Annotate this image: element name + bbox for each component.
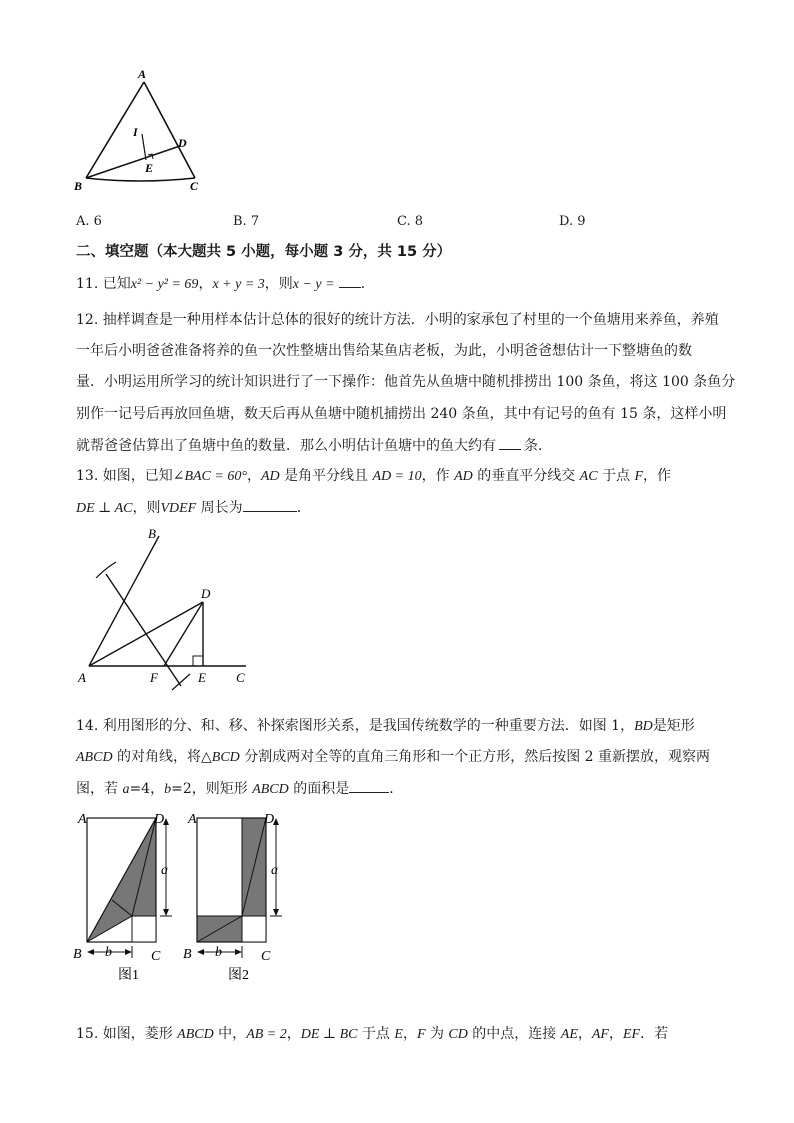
question-11: [76, 273, 365, 295]
option-a[interactable]: A. 6: [76, 214, 102, 229]
q14-line-3: [76, 778, 403, 800]
q13-figure: [70, 522, 260, 698]
q12-line-3: 量．小明运用所学习的统计知识进行了一下操作：他首先从鱼塘中随机排捞出 100 条鱼，将这 100 条鱼分: [76, 374, 736, 390]
q13-p7: ，作: [421, 468, 455, 484]
q15-p13: 的中点，连接: [467, 1026, 561, 1042]
label-D: D: [264, 812, 275, 827]
q11-sep: ，: [198, 276, 213, 292]
q14-b: b: [164, 782, 172, 797]
q13-ad-eq: AD = 10: [372, 469, 422, 484]
q15-line-1: [76, 1024, 668, 1045]
label-D: D: [201, 586, 211, 601]
label-F: F: [150, 670, 158, 685]
q15-cd: CD: [448, 1027, 468, 1042]
q13-ad-2: AD: [454, 469, 473, 484]
label-A: A: [78, 812, 87, 827]
q12-line-5b: 条．: [524, 438, 552, 454]
q13-f: F: [634, 469, 644, 484]
q13-l2b: ，则: [132, 500, 161, 516]
q11-eq2: x + y = 3: [212, 277, 265, 292]
q15-ae: AE: [560, 1027, 578, 1042]
q12-line-2: 一年后小明爸爸准备将养的鱼一次性整塘出售给某鱼店老板，为此，小明爸爸想估计一下整塘鱼的数: [76, 343, 692, 359]
q14-l3h: ．: [389, 781, 404, 797]
q14-line-1: [76, 716, 695, 737]
q12-line-4: 别作一记号后再放回鱼塘，数天后再从鱼塘中随机捕捞出 240 条鱼，其中有记号的鱼有 15 条，这样小明: [76, 406, 727, 422]
q14-l1a: 14. 利用图形的分、和、移、补探索图形关系，是我国传统数学的一种重要方法．如图 1，: [76, 718, 635, 734]
q15-e: E: [394, 1027, 403, 1042]
q13-ac: AC: [579, 469, 598, 484]
q14-line-2: [76, 747, 710, 768]
label-C: C: [151, 949, 161, 964]
q15-af: AF: [591, 1027, 609, 1042]
q13-line-2: [76, 497, 311, 519]
q14-l1c: 是矩形: [652, 718, 695, 734]
q11-mid: ，则: [264, 276, 293, 292]
q13-triangle: VDEF: [160, 501, 197, 516]
q14-figure-1: [70, 808, 182, 986]
q13-p3: ，: [246, 468, 261, 484]
label-D: D: [154, 812, 165, 827]
q13-p11: 于点: [597, 468, 635, 484]
label-dim-b: b: [215, 945, 222, 960]
q13-l2e: ．: [296, 500, 311, 516]
dim-a-arrow-bottom: [163, 909, 169, 916]
q13-ad-1: AD: [260, 469, 280, 484]
segment-bd: [86, 146, 180, 178]
q14-bd: BD: [634, 719, 653, 734]
q14-l3e: =2，则矩形: [171, 781, 253, 797]
small-square: [132, 916, 156, 942]
label-I: I: [133, 125, 138, 139]
q14-l3a: 图，若: [76, 781, 123, 797]
q14-l2b: 的对角线，将△: [112, 749, 212, 765]
label-A: A: [188, 812, 197, 827]
q13-p5: 是角平分线且: [279, 468, 373, 484]
option-c[interactable]: C. 8: [397, 214, 424, 229]
q15-f: F: [416, 1027, 426, 1042]
q11-answer-blank[interactable]: [339, 273, 361, 288]
q13-answer-blank[interactable]: [243, 497, 297, 512]
perp-bisector: [106, 574, 181, 686]
q15-p17: ，: [608, 1026, 623, 1042]
small-square: [242, 916, 266, 942]
q15-p11: 为: [425, 1026, 449, 1042]
triangle-figure: [70, 64, 210, 194]
q15-ab: AB = 2: [246, 1027, 287, 1042]
q12-answer-blank[interactable]: [499, 435, 521, 450]
label-C: C: [236, 670, 245, 685]
q15-ef: EF: [622, 1027, 641, 1042]
q14-answer-blank[interactable]: [349, 778, 389, 793]
q15-de-perp: DE ⊥ BC: [300, 1027, 358, 1042]
right-angle-mark: [193, 656, 203, 666]
label-B: B: [148, 526, 156, 541]
q14-figure-2: [180, 808, 292, 986]
dim-b-arrow-left: [87, 949, 94, 955]
q15-p7: 于点: [357, 1026, 395, 1042]
dim-b-arrow-right: [125, 949, 132, 955]
option-d[interactable]: D. 9: [559, 214, 586, 229]
label-E: E: [145, 161, 154, 175]
q15-p19: ．若: [640, 1026, 669, 1042]
option-b[interactable]: B. 7: [233, 214, 260, 229]
q11-num: 11. 已知: [76, 276, 131, 292]
q13-p13: ，作: [643, 468, 672, 484]
q11-end: .: [360, 276, 366, 292]
q15-p9: ，: [402, 1026, 417, 1042]
side-bc: [86, 178, 195, 181]
label-D: D: [178, 136, 187, 150]
label-C: C: [190, 179, 199, 193]
label-dim-a-text: a: [161, 863, 168, 878]
q15-p3: 中，: [213, 1026, 247, 1042]
q13-p1: 13. 如图，已知: [76, 468, 173, 484]
label-B: B: [183, 947, 192, 962]
caption-fig2: 图2: [228, 968, 249, 983]
q14-l3g: 的面积是: [288, 781, 350, 797]
label-dim-a: a: [271, 863, 278, 878]
q12-line-1: 12. 抽样调查是一种用样本估计总体的很好的统计方法．小明的家承包了村里的一个鱼塘用来养鱼，养殖: [76, 312, 719, 328]
q15-p5: ，: [286, 1026, 301, 1042]
q13-l2d: 周长为: [196, 500, 243, 516]
q14-a: a: [122, 782, 130, 797]
q13-de-perp: DE ⊥ AC: [76, 501, 133, 516]
q12-line-5a: 就帮爸爸估算出了鱼塘中鱼的数量．那么小明估计鱼塘中的鱼大约有: [76, 438, 496, 454]
dim-a-arrow-bottom: [273, 909, 279, 916]
dim-b-arrow-left: [197, 949, 204, 955]
q15-abcd: ABCD: [177, 1027, 214, 1042]
q11-eq1: x² − y² = 69: [130, 277, 199, 292]
caption-fig1: 图1: [118, 968, 139, 983]
q13-angle: ∠BAC = 60°: [172, 469, 247, 484]
label-B: B: [73, 947, 82, 962]
label-B: B: [74, 179, 83, 193]
q14-bcd: BCD: [211, 750, 240, 765]
label-E: E: [198, 670, 206, 685]
q14-l3c: =4，: [129, 781, 165, 797]
q14-abcd-1: ABCD: [76, 750, 113, 765]
q13-p9: 的垂直平分线交: [472, 468, 580, 484]
section-heading: 二、填空题（本大题共 5 小题，每小题 3 分，共 15 分）: [76, 244, 452, 260]
q11-eq3: x − y =: [292, 277, 335, 292]
q15-p15: ，: [577, 1026, 592, 1042]
q15-p1: 15. 如图，菱形: [76, 1026, 178, 1042]
label-dim-b: b: [105, 945, 112, 960]
label-A: A: [138, 67, 147, 81]
label-C: C: [261, 949, 271, 964]
arc-mark-top: [96, 562, 116, 578]
q14-abcd-2: ABCD: [252, 782, 289, 797]
dim-b-arrow-right: [235, 949, 242, 955]
label-A: A: [78, 670, 86, 685]
q14-l2d: 分割成两对全等的直角三角形和一个正方形，然后按图 2 重新摆放，观察两: [239, 749, 711, 765]
segment-ie: [142, 134, 146, 160]
q13-line-1: [76, 466, 671, 487]
q12-line-5: [76, 435, 552, 456]
